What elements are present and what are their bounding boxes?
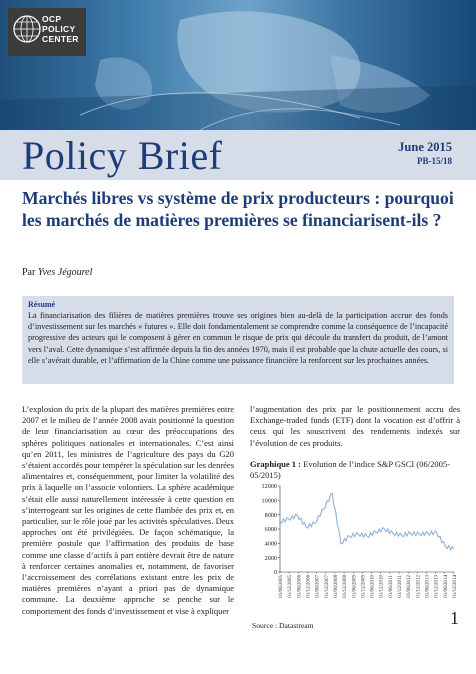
graph-title [250,459,460,481]
logo-line-1: OCP [42,14,62,24]
body-column-right: l’augmentation des prix par le positionnement accru des Exchange-traded funds (ETF) dont la vocation est d’offrir à ceux qui les souscrivent des rendements indexés sur l’évolution de ces produits. [250,404,460,448]
x-tick-label: 01/12/2013 [434,575,440,598]
header-banner [0,0,476,130]
x-tick-label: 01/06/2011 [388,575,394,598]
x-tick-label: 01/12/2006 [306,575,312,598]
x-tick-label: 01/12/2008 [343,575,349,598]
graph-source: Source : Datastream [252,621,314,630]
abstract-text: La financiarisation des filières de matières premières trouve ses origines bien au-delà de la participation accrue des fonds d’investissement sur les marchés « futures ». Elle doit fondamentalement se comprendre comme la conséquence de l’incapacité progressive des acteurs qui le composent à gérer en commun le risque de prix qui découle du transfert du produit, de l’amont vers l’aval. Cette dynamique s’est affirmée depuis la fin des années 1970, mais il est probable que la chute actuelle des cours, si elle s’avérait durable, et l’affirmation de la Chine comme une puissance financière la renforcent sur les prochaines années. [28,311,448,365]
x-tick-label: 01/06/2010 [370,575,376,598]
series-line [280,493,454,550]
x-tick-label: 01/06/2014 [443,575,449,598]
y-tick-label: 4000 [264,540,277,548]
x-tick-label: 01/06/2007 [315,575,321,598]
x-tick-label: 01/12/2009 [361,575,367,598]
x-tick-label: 01/12/2005 [288,575,294,598]
x-tick-label: 01/06/2005 [279,575,284,598]
brief-title: Policy Brief [22,133,223,178]
x-tick-label: 01/06/2009 [352,575,358,598]
y-tick-label: 12000 [261,483,277,491]
x-tick-label: 01/12/2007 [324,575,330,598]
author-line [22,267,92,278]
logo-line-3: CENTER [42,34,79,44]
brief-number: PB-15/18 [417,156,452,166]
y-tick-label: 8000 [264,511,277,519]
brief-date: June 2015 [398,140,452,154]
ocp-logo [8,8,86,56]
body-column-left: L’explosion du prix de la plupart des matières premières entre 2007 et le milieu de l’année 2008 avait positionné la question de leur financiarisation au cœur des préoccupations des sphères politiques nationales et internationales. C’est ainsi qu’en 2011, les ministres de l’agriculture des pays du G20 s’étaient accordés pour tempérer la spéculation sur les denrées alimentaires et, conséquemment, pour limiter la volatilité des prix à laquelle on l’associe volontiers. La sphère académique s’était elle aussi naturellement intéressée à cette question en s’interrogeant sur les origines de cette flambée des prix et, en particulier, sur le rôle joué par les activités spéculatives. Deux approches ont été privilégiées. De façon schématique, la première postule que l’affirmation des produits de base comme une classe d’actifs à part entière devrait être de nature à renforcer certaines anomalies et, notamment, de favoriser l’accroissement des corrélations existant entre les prix de matières premières n’ayant a priori pas de dynamique commune. La deuxième approche se penche sur le comportement des fonds d’investissement et vise à expliquer [22,404,234,616]
abstract-box [22,296,454,384]
x-tick-label: 01/12/2010 [379,575,385,598]
graph-caption: Evolution de l’indice S&P GSCI (06/2005-05/2015) [250,459,450,480]
gsci-line-chart [250,480,462,610]
graph-label: Graphique 1 : [250,459,302,469]
x-tick-label: 01/06/2008 [333,575,339,598]
globe-icon [12,14,42,44]
x-tick-label: 01/06/2012 [407,575,413,598]
author-name: Yves Jégourel [37,267,93,278]
abstract-label: Résumé [28,300,56,309]
x-tick-label: 01/06/2006 [297,575,303,598]
author-prefix: Par [22,267,36,278]
page-number: 1 [450,608,459,628]
x-tick-label: 01/12/2012 [416,575,422,598]
logo-line-2: POLICY [42,24,76,34]
y-tick-label: 2000 [264,554,277,562]
y-tick-label: 0 [273,569,277,577]
headline-text: Marchés libres vs système de prix producteurs : pourquoi les marchés de matières premières se financiarisent-ils ? [22,188,454,230]
headline [22,188,462,231]
x-tick-label: 01/12/2014 [453,575,458,598]
y-tick-label: 10000 [261,497,277,505]
x-tick-label: 01/06/2013 [425,575,431,598]
x-tick-label: 01/12/2011 [398,575,404,598]
y-tick-label: 6000 [264,526,277,534]
